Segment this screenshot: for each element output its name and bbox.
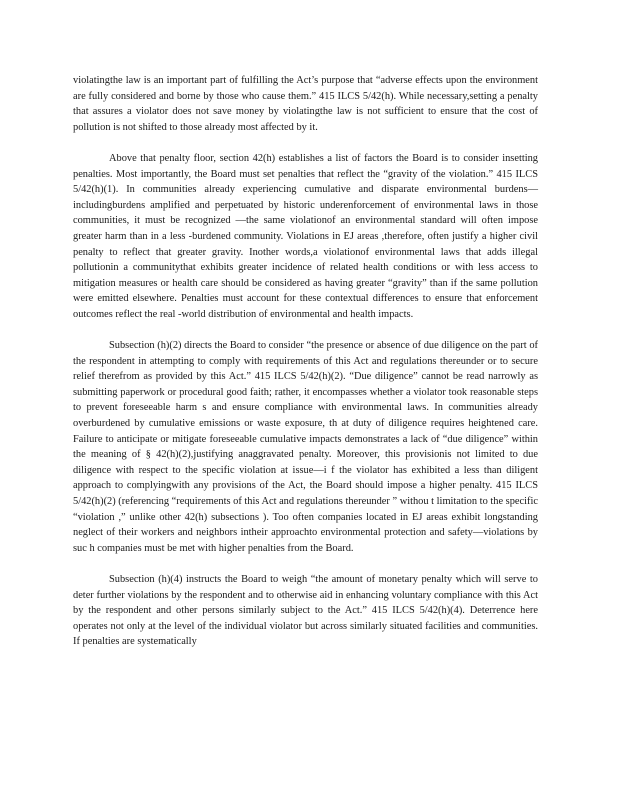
paragraph-due-diligence: Subsection (h)(2) directs the Board to consider “the presence or absence of due diligence on the part of the respondent in attempting to comply with requirements of this Act and regulations thereunder or to secure relief therefrom as provided by this Act.” 415 ILCS 5/42(h)(2). “Due diligence” cannot be read narrowly as submitting paperwork or procedural good faith; rather, it encompasses whether a violator took reasonable steps to prevent foreseeable harm s and ensure compliance with environmental laws. In communities already overburdened by cumulative emissions or waste exposure, th at duty of diligence requires heightened care. Failure to anticipate or mitigate foreseeable cumulative impacts demonstrates a lack of “due diligence” within the meaning of § 42(h)(2),justifying anaggravated penalty. Moreover, this provisionis not limited to due diligence with respect to the specific violation at issue—i f the violator has exhibited a less than diligent approach to complyingwith any provisions of the Act, the Board should impose a higher penalty. 415 ILCS 5/42(h)(2) (referencing “requirements of this Act and regulations thereunder ” withou t limitation to the specific “violation ,” unlike other 42(h) subsections ). Too often companies located in EJ areas exhibit longstanding neglect of their workers and neighbors intheir approachto environmental protection and safety—violations by suc h companies must be met with higher penalties from the Board. (73, 340, 538, 554)
paragraph-gravity: Above that penalty floor, section 42(h) establishes a list of factors the Board is to consider insetting penalties. Most importantly, the Board must set penalties that reflect the “gravity of the violation.” 415 ILCS 5/42(h)(1). In communities already experiencing cumulative and disparate environmental burdens—includingburdens amplified and perpetuated by historic underenforcement of environmental laws in those communities, it must be recognized —the same violationof an environmental standard will often impose greater harm than in a less -burdened community. Violations in EJ areas ,therefore, often justify a higher civil penalty to reflect that greater gravity. Inother words,a violationof environmental laws that adds illegal pollutionin a communitythat exhibits greater incidence of related health conditions or with less access to mitigation measures or health care should be considered as having greater “gravity” than if the same pollution were emitted elsewhere. Penalties must account for these contextual differences to ensure that enforcement outcomes reflect the real -world distribution of environmental and health impacts. (73, 152, 538, 320)
paragraph-deterrence: Subsection (h)(4) instructs the Board to weigh “the amount of monetary penalty which will serve to deter further violations by the respondent and to otherwise aid in enhancing voluntary compliance with this Act by the respondent and other persons similarly subject to the Act.” 415 ILCS 5/42(h)(4). Deterrence here operates not only at the level of the individual violator but across similarly situated facilities and communities. If penalties are systematically (73, 574, 538, 648)
document-body (73, 73, 538, 650)
paragraph-continuation: violatingthe law is an important part of fulfilling the Act’s purpose that “adverse effects upon the environment are fully considered and borne by those who cause them.” 415 ILCS 5/42(h). While necessary,setting a penalty that assures a violator does not save money by violatingthe law is not sufficient to ensure that the cost of pollution is not shifted to those already most affected by it. (73, 75, 538, 133)
